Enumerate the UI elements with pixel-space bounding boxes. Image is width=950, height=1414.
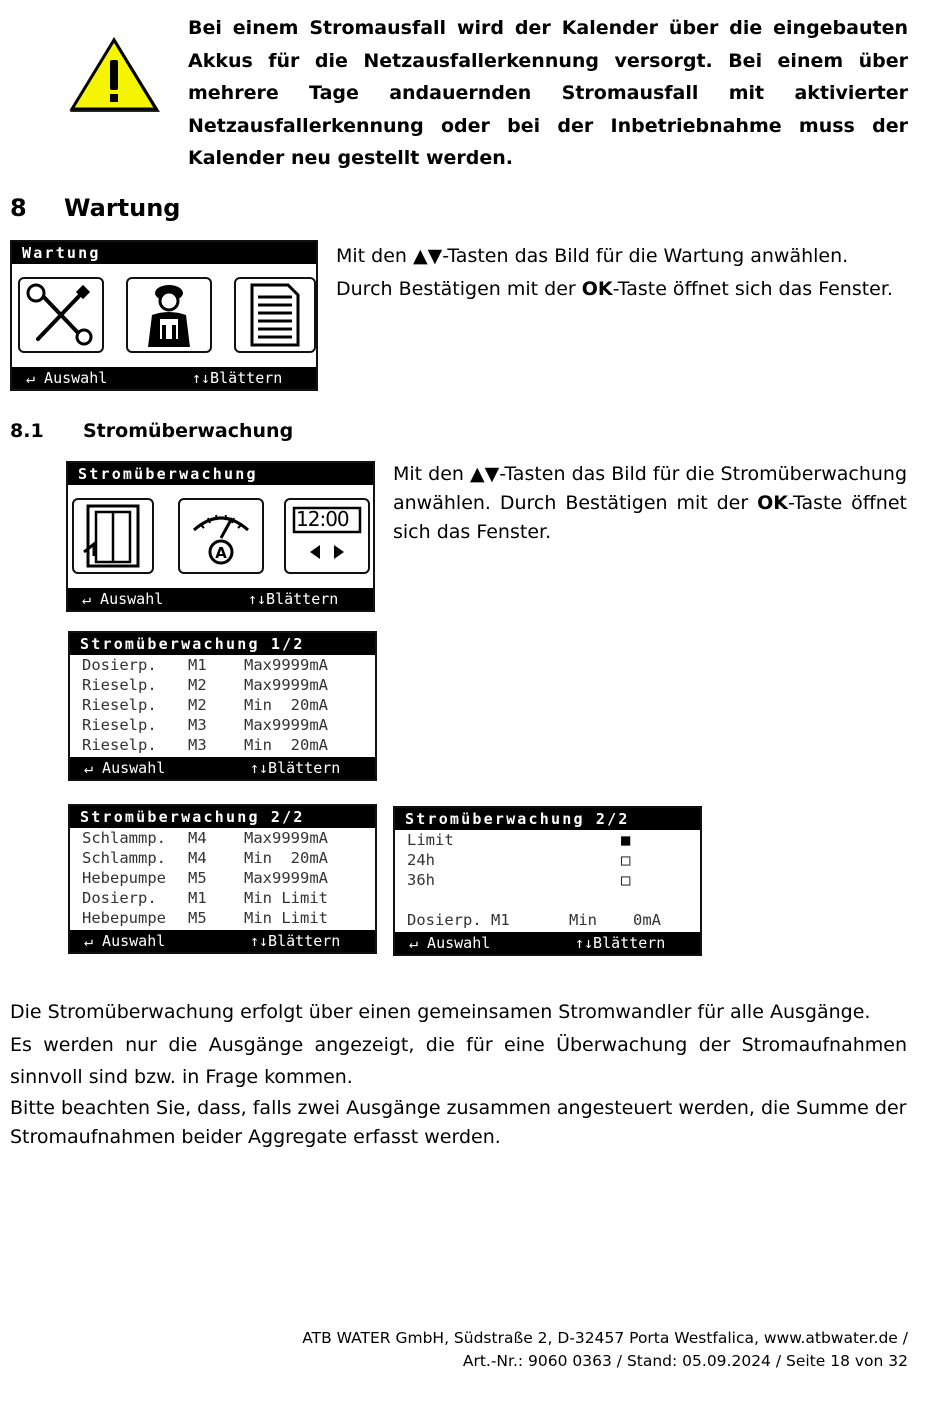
list-item[interactable]: [82, 848, 328, 868]
paragraph-1: Die Stromüberwachung erfolgt über einen gemeinsamen Stromwandler für alle Ausgänge.: [10, 1001, 871, 1023]
row-value: Max9999mA: [244, 869, 328, 887]
select-hint: ↵ Auswahl: [84, 759, 166, 777]
row-name: Rieselp.: [82, 716, 157, 734]
screen-title: Stromüberwachung 2/2: [70, 806, 375, 828]
body-text: [10, 996, 907, 1152]
list-item[interactable]: [82, 908, 328, 928]
row-name: Schlammp.: [82, 829, 166, 847]
row-value: Max9999mA: [244, 716, 328, 734]
arrow-keys: ▲▼: [470, 463, 500, 485]
row-value: Min 20mA: [244, 849, 328, 867]
list-item[interactable]: [82, 655, 328, 675]
section-81-title: Stromüberwachung: [83, 420, 294, 442]
footer-line-2: Art.-Nr.: 9060 0363 / Stand: 05.09.2024 / Seite 18 von 32: [462, 1352, 908, 1370]
scroll-hint: ↑↓Blättern: [250, 932, 341, 950]
row-motor: M2: [188, 676, 207, 694]
option-24h[interactable]: [407, 850, 631, 870]
row-motor: M4: [188, 849, 207, 867]
row-name: Rieselp.: [82, 736, 157, 754]
checked-box-icon[interactable]: ■: [621, 831, 631, 849]
wartung-screen: [10, 240, 318, 391]
section-8-number: 8: [10, 194, 27, 222]
row-motor: M3: [188, 716, 207, 734]
scroll-hint: ↑↓Blättern: [575, 934, 666, 952]
row-name: Schlammp.: [82, 849, 166, 867]
row-motor: M1: [188, 656, 207, 674]
page-footer: [302, 1327, 908, 1373]
current-reading: [407, 910, 661, 930]
footer-line-1: ATB WATER GmbH, Südstraße 2, D-32457 Porta Westfalica, www.atbwater.de /: [302, 1329, 908, 1347]
row-name: Dosierp.: [82, 889, 157, 907]
tools-icon[interactable]: [18, 277, 104, 353]
text: -Taste öffnet sich das Fenster.: [612, 277, 893, 300]
screen-footer: [12, 367, 316, 389]
screen-footer: [68, 588, 373, 610]
clock-icon[interactable]: [284, 498, 370, 574]
screen-footer: [70, 930, 375, 952]
row-name: Hebepumpe: [82, 869, 166, 887]
document-icon[interactable]: [234, 277, 316, 353]
text: Durch Bestätigen mit der: [336, 277, 582, 300]
row-value: Min 20mA: [244, 696, 328, 714]
reading-min: Min: [569, 911, 597, 929]
text: -Tasten das Bild für die Stromüberwachung anwählen. Durch Bestätigen mit der: [393, 463, 908, 514]
row-motor: M1: [188, 889, 207, 907]
select-hint: ↵ Auswahl: [82, 590, 164, 608]
row-value: Max9999mA: [244, 676, 328, 694]
svg-text:A: A: [215, 544, 227, 562]
section-8-description: [336, 240, 916, 305]
row-name: Hebepumpe: [82, 909, 166, 927]
list-item[interactable]: [82, 828, 328, 848]
screen-footer: [70, 757, 375, 779]
paragraph-3: Bitte beachten Sie, dass, falls zwei Ausgänge zusammen angesteuert werden, die Summe der Stromaufnahmen beider Aggregate erfasst werden.: [10, 1096, 907, 1148]
strom-limit-screen: [393, 806, 702, 956]
list-item[interactable]: [82, 868, 328, 888]
row-motor: M2: [188, 696, 207, 714]
row-value: Min 20mA: [244, 736, 328, 754]
text: Mit den: [393, 463, 470, 485]
option-label: Limit: [407, 831, 454, 849]
row-name: Dosierp.: [82, 656, 157, 674]
list-item[interactable]: [82, 695, 328, 715]
strom-list-screen-1: [68, 631, 377, 781]
row-value: Max9999mA: [244, 656, 328, 674]
reading-name: Dosierp. M1: [407, 911, 510, 929]
list-item[interactable]: [82, 735, 328, 755]
door-icon[interactable]: [72, 498, 154, 574]
option-36h[interactable]: [407, 870, 631, 890]
unchecked-box-icon[interactable]: □: [621, 871, 631, 889]
list-item[interactable]: [82, 675, 328, 695]
ok-key: OK: [757, 492, 788, 514]
screen-footer: [395, 932, 700, 954]
row-value: Min Limit: [244, 909, 328, 927]
screen-title: Wartung: [12, 242, 316, 264]
text: Mit den: [336, 245, 413, 267]
row-motor: M3: [188, 736, 207, 754]
row-motor: M4: [188, 829, 207, 847]
option-label: 36h: [407, 871, 435, 889]
reading-value: 0mA: [633, 911, 661, 929]
row-value: Max9999mA: [244, 829, 328, 847]
select-hint: ↵ Auswahl: [84, 932, 166, 950]
paragraph-2: Es werden nur die Ausgänge angezeigt, die für eine Überwachung der Stromaufnahmen sinnvoll sind bzw. in Frage kommen.: [10, 1033, 907, 1088]
scroll-hint: ↑↓Blättern: [192, 369, 283, 387]
ok-key: OK: [581, 277, 613, 300]
strom-list-screen-2: [68, 804, 377, 954]
section-81-number: 8.1: [10, 420, 44, 442]
technician-icon[interactable]: [126, 277, 212, 353]
strom-screen: [66, 461, 375, 612]
option-limit[interactable]: [407, 830, 631, 850]
list-item[interactable]: [82, 715, 328, 735]
scroll-hint: ↑↓Blättern: [248, 590, 339, 608]
row-motor: M5: [188, 869, 207, 887]
section-81-description: [393, 460, 907, 547]
screen-title: Stromüberwachung: [68, 463, 373, 485]
row-value: Min Limit: [244, 889, 328, 907]
row-name: Rieselp.: [82, 696, 157, 714]
screen-title: Stromüberwachung 2/2: [395, 808, 700, 830]
screen-title: Stromüberwachung 1/2: [70, 633, 375, 655]
row-name: Rieselp.: [82, 676, 157, 694]
select-hint: ↵ Auswahl: [409, 934, 491, 952]
text: -Tasten das Bild für die Wartung anwählen.: [442, 245, 849, 267]
scroll-hint: ↑↓Blättern: [250, 759, 341, 777]
warning-triangle-icon: [66, 32, 166, 116]
section-8-title: Wartung: [64, 194, 181, 222]
unchecked-box-icon[interactable]: □: [621, 851, 631, 869]
warning-text: Bei einem Stromausfall wird der Kalender über die eingebauten Akkus für die Netzausfallerkennung versorgt. Bei einem über mehrere Tage andauernden Stromausfall mit aktivierter Netzausfallerkennung oder bei der Inbetriebnahme muss der Kalender neu gestellt werden.: [188, 17, 908, 169]
text: -Taste öffnet sich das Fenster.: [393, 492, 907, 543]
arrow-keys: ▲▼: [413, 245, 443, 267]
ammeter-icon[interactable]: [178, 498, 264, 574]
clock-time: 12:00: [296, 507, 349, 531]
row-motor: M5: [188, 909, 207, 927]
select-hint: ↵ Auswahl: [26, 369, 108, 387]
list-item[interactable]: [82, 888, 328, 908]
option-label: 24h: [407, 851, 435, 869]
